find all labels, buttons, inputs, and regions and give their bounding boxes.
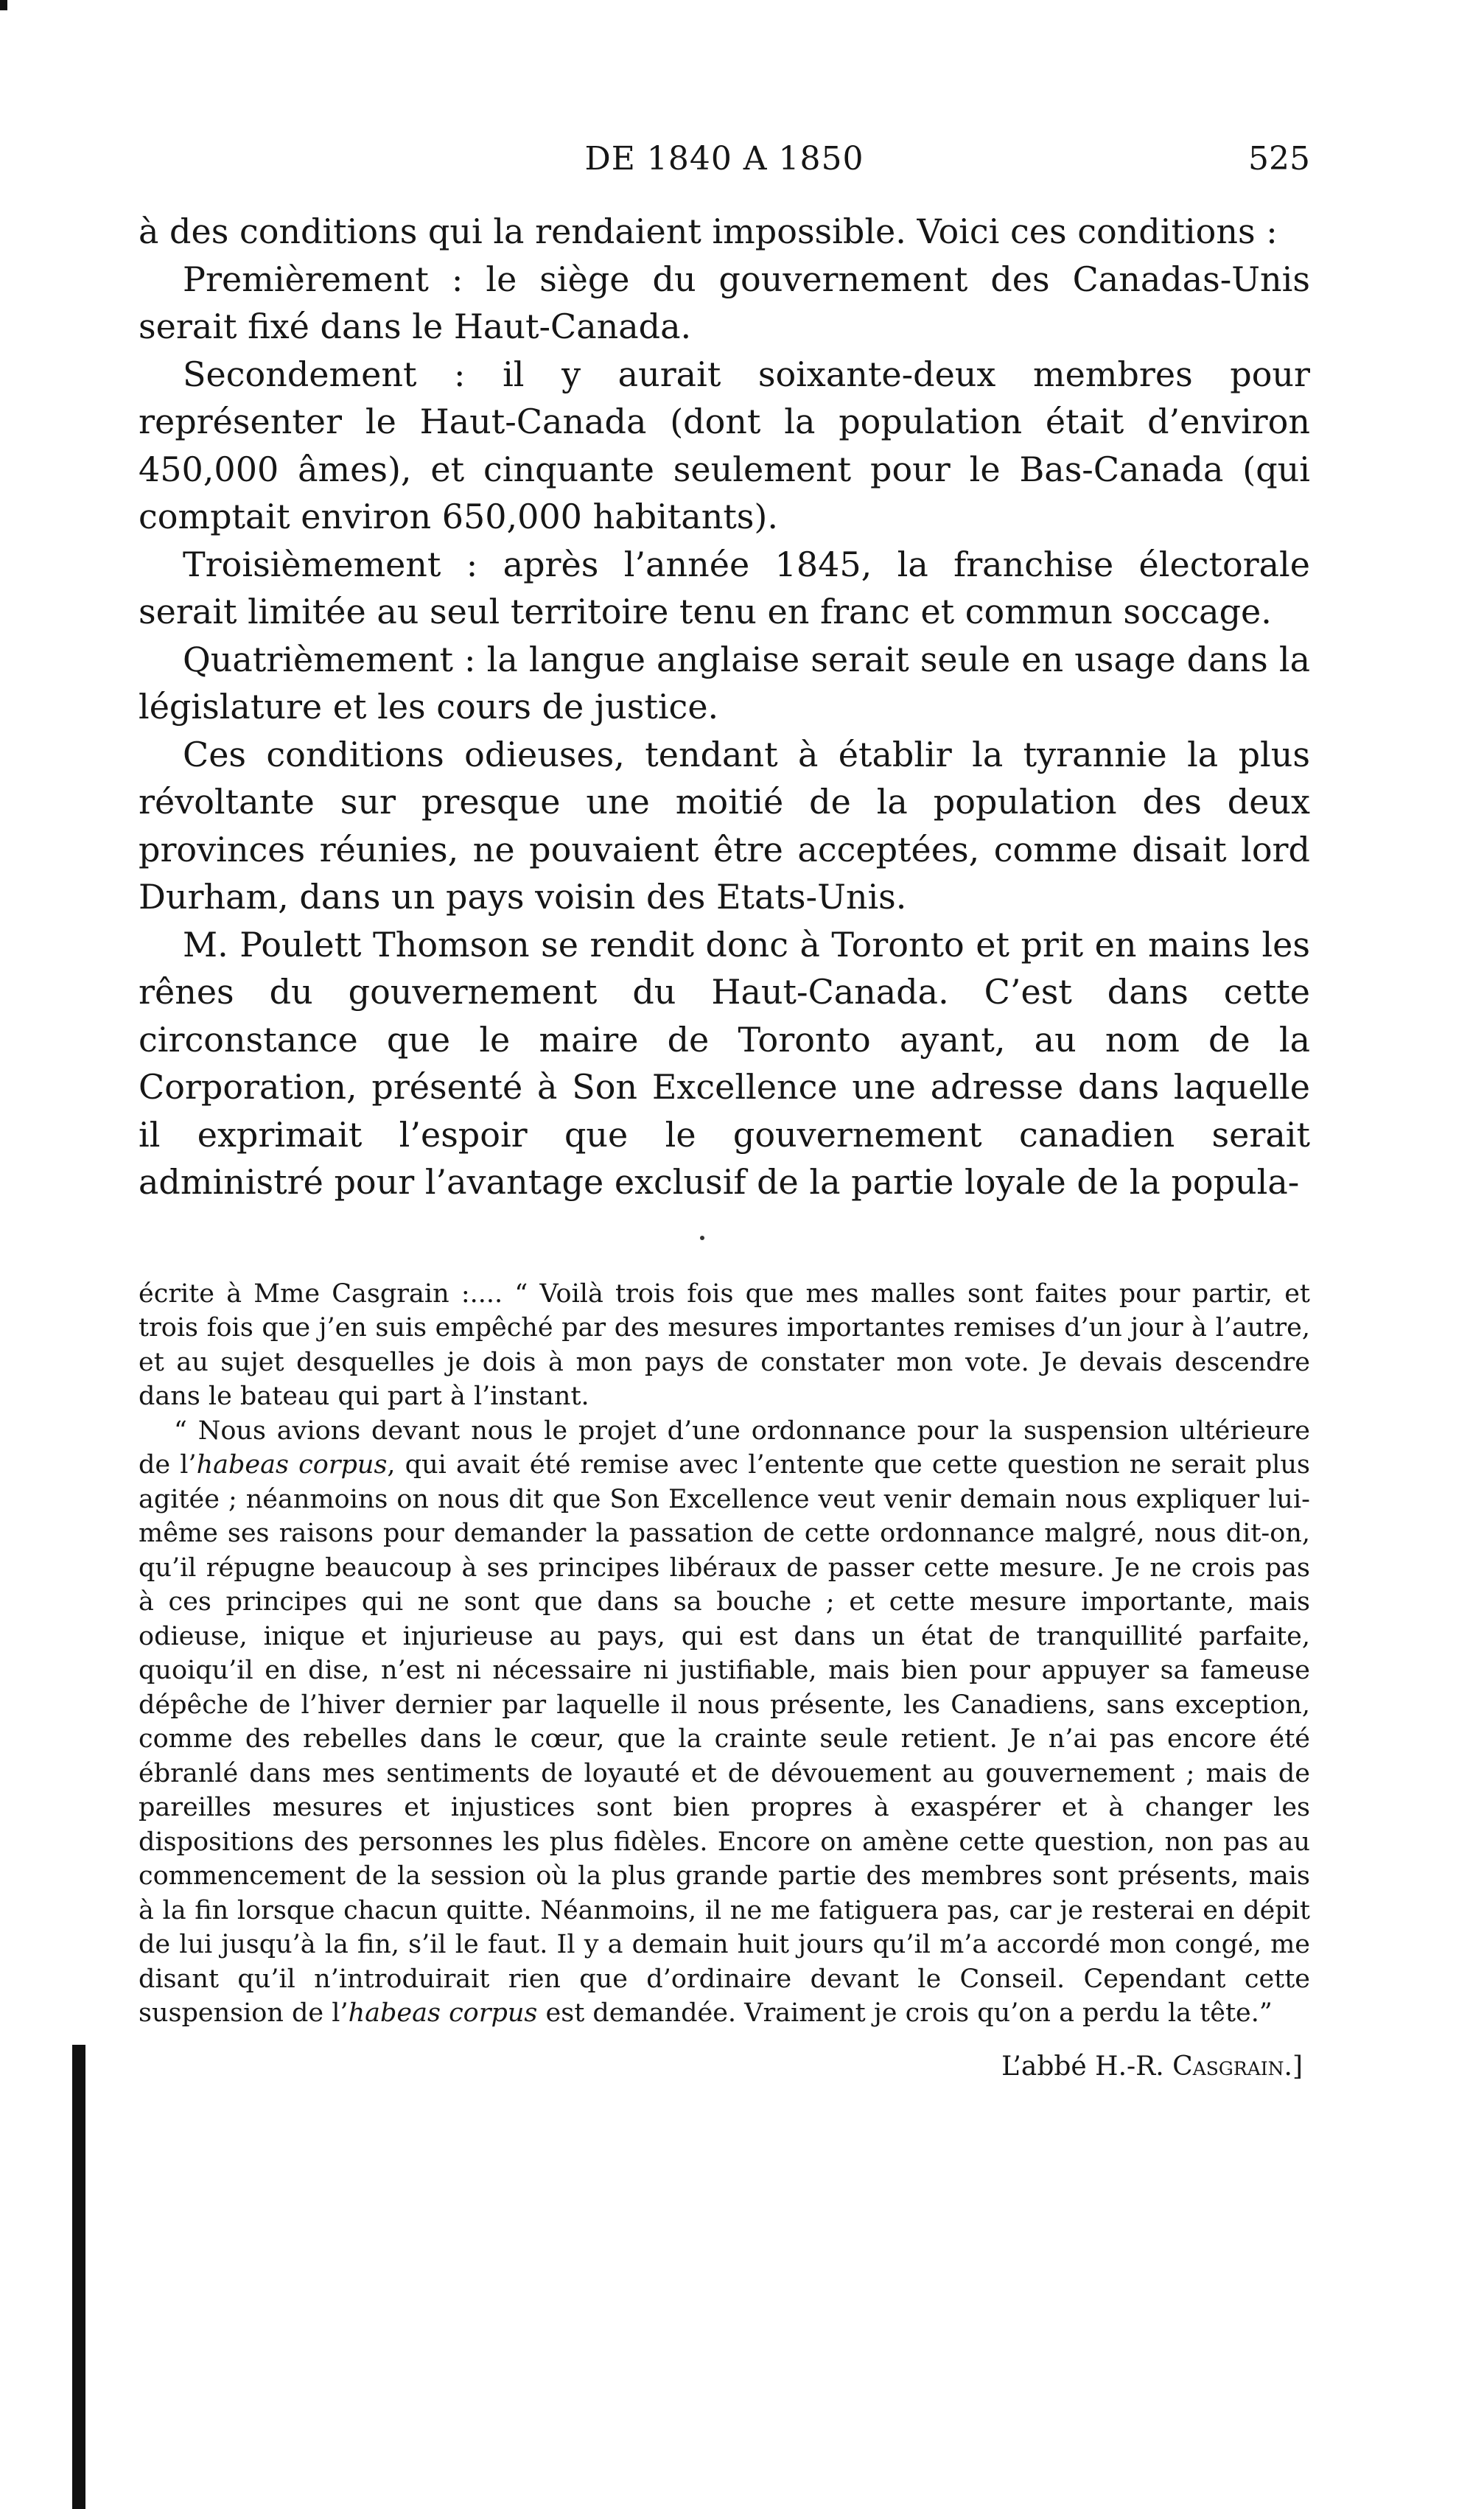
paragraph-troisiemement: Troisièmement : après l’année 1845, la franchise électorale serait limitée au seul territoire tenu en franc et commun soccage. xyxy=(139,544,1310,631)
footnote-text-a: “ Nous avions devant nous le projet d’une ordonnance pour la suspension ultérieure de l’ xyxy=(139,1416,1310,1480)
signature xyxy=(139,2050,1310,2085)
scan-edge-mark xyxy=(0,0,7,10)
binding-shadow-rule xyxy=(72,2045,85,2509)
footnote xyxy=(139,1277,1310,2085)
footnote-text-c: , qui avait été remise avec l’entente que cette question ne serait plus agitée ; néanmoins on nous dit que Son Excellence veut venir demain nous expliquer lui-même ses raisons pour demander la passation de cette ordonnance malgré, nous dit-on, qu’il répugne beaucoup à ses principes libéraux de passer cette mesure. Je ne crois pas à ces principes qui ne sont que dans sa bouche ; et cette mesure importante, mais odieuse, inique et injurieuse au pays, qui est dans un état de tranquillité parfaite, quoiqu’il en dise, n’est ni nécessaire ni justifiable, mais bien pour appuyer sa fameuse dépêche de l’hiver dernier par laquelle il nous présente, les Canadiens, sans exception, comme des rebelles dans le cœur, que la crainte seule retient. Je n’ai pas encore été ébranlé dans mes sentiments de loyauté et de dévouement au gouvernement ; mais de pareilles mesures et injustices sont bien propres à exaspérer et à changer les dispositions des personnes les plus fidèles. Encore on amène cette question, non pas au commencement de la session où la plus grande partie des membres sont présents, mais à la fin lorsque chacun quitte. Néanmoins, il ne me fatiguera pas, car je resterai en dépit de lui jusqu’à la fin, s’il le faut. Il y a demain huit jours qu’il m’a accordé mon congé, me disant qu’il n’introduirait rien que d’ordinaire devant le Conseil. Cependant cette suspension de l’ xyxy=(139,1450,1310,2028)
book-page xyxy=(139,140,1310,2084)
separator-dot xyxy=(700,1236,704,1240)
footnote-paragraph-2 xyxy=(139,1414,1310,2031)
paragraph-quatriemement: Quatrièmement : la langue anglaise serait seule en usage dans la législature et les cours de justice. xyxy=(139,639,1310,727)
separator xyxy=(139,1206,1310,1277)
paragraph-premierement: Premièrement : le siège du gouvernement des Canadas-Unis serait fixé dans le Haut-Canada. xyxy=(139,259,1310,346)
paragraph-secondement: Secondement : il y aurait soixante-deux membres pour représenter le Haut-Canada (dont la population était d’environ 450,000 âmes), et cinquante seulement pour le Bas-Canada (qui comptait environ 650,000 habitants). xyxy=(139,354,1310,536)
habeas-corpus-italic-2: habeas corpus xyxy=(348,1998,538,2028)
page-number: 525 xyxy=(1248,140,1310,178)
paragraph-poulett-thomson: M. Poulett Thomson se rendit donc à Toronto et prit en mains les rênes du gouvernement du Haut-Canada. C’est dans cette circonstance que le maire de Toronto ayant, au nom de la Corporation, présenté à Son Excellence une adresse dans laquelle il exprimait l’espoir que le gouvernement canadien serait administré pour l’avantage exclusif de la partie loyale de la popula- xyxy=(139,924,1310,1202)
footnote-paragraph-1: écrite à Mme Casgrain :.... “ Voilà trois fois que mes malles sont faites pour partir, et trois fois que j’en suis empêché par des mesures importantes remises d’un jour à l’autre, et au sujet desquelles je dois à mon pays de constater mon vote. Je devais descendre dans le bateau qui part à l’instant. xyxy=(139,1278,1310,1411)
running-head xyxy=(139,140,1310,192)
signature-bracket: ] xyxy=(1292,2051,1303,2082)
paragraph-continuation: à des conditions qui la rendaient impossible. Voici ces conditions : xyxy=(139,211,1278,251)
habeas-corpus-italic-1: habeas corpus xyxy=(196,1450,388,1480)
main-text xyxy=(139,208,1310,1206)
running-head-title: DE 1840 A 1850 xyxy=(584,140,864,178)
footnote-text-e: est demandée. Vraiment je crois qu’on a perdu la tête.” xyxy=(537,1998,1273,2028)
signature-surname: Casgrain. xyxy=(1172,2051,1292,2082)
paragraph-conditions-odieuses: Ces conditions odieuses, tendant à établir la tyrannie la plus révoltante sur presque une moitié de la population des deux provinces réunies, ne pouvaient être acceptées, comme disait lord Durham, dans un pays voisin des Etats-Unis. xyxy=(139,734,1310,917)
signature-name: L’abbé H.-R. xyxy=(1001,2051,1173,2082)
